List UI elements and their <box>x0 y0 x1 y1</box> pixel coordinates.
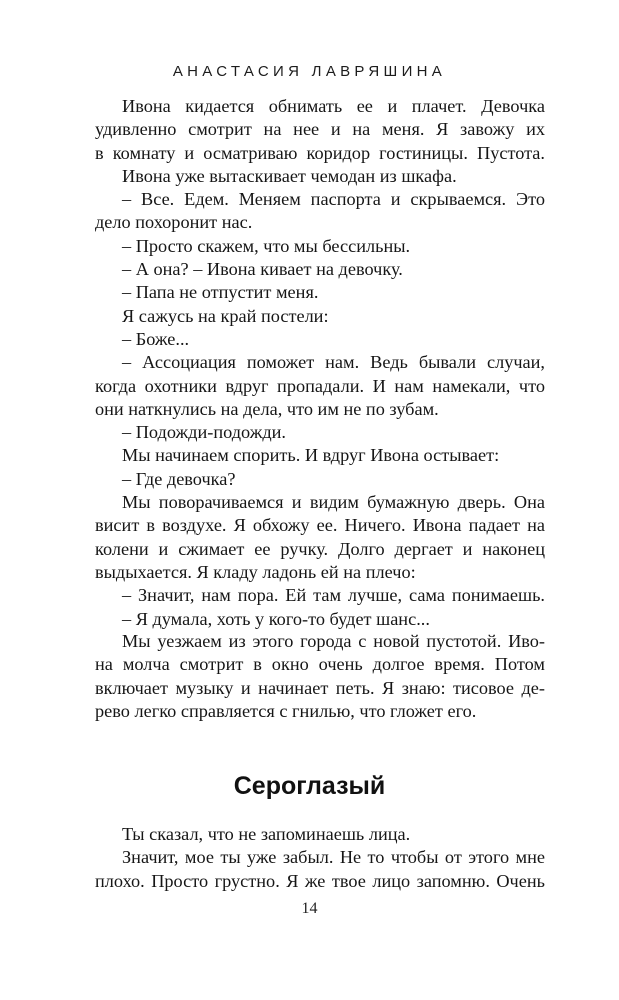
chapter-title: Сероглазый <box>233 772 386 800</box>
dialogue-line: – А она? – Ивона кивает на девочку. <box>122 259 403 280</box>
paragraph-line: Ты сказал, что не запоминаешь лица. <box>122 824 411 844</box>
paragraph-line: Я сажусь на край постели: <box>122 305 329 326</box>
paragraph-line: удивленно смотрит на нее и на меня. Я завожу их <box>95 119 545 140</box>
page-number: 14 <box>301 900 318 917</box>
dialogue-line: – Значит, нам пора. Ей там лучше, сама понимаешь. <box>122 585 545 606</box>
dialogue-line: они наткнулись на дела, что им не по зубам. <box>95 398 439 419</box>
dialogue-line: дело похоронит нас. <box>95 212 253 233</box>
paragraph-line: колени и сжимает ее ручку. Долго дергает и наконец <box>95 538 545 559</box>
body-text-section-2 <box>95 630 545 723</box>
dialogue-line: – Я думала, хоть у кого-то будет шанс... <box>122 608 430 629</box>
dialogue-line: – Боже... <box>122 328 190 349</box>
paragraph-line: Значит, мое ты уже забыл. Не то чтобы от этого мне <box>122 847 545 868</box>
running-head: АНАСТАСИЯ ЛАВРЯШИНА <box>172 63 447 80</box>
paragraph-line: Ивона уже вытаскивает чемодан из шкафа. <box>122 165 457 186</box>
paragraph-line: на молча смотрит в окно очень долгое время. Потом <box>95 654 545 675</box>
dialogue-line: – Все. Едем. Меняем паспорта и скрываемся. Это <box>122 189 545 210</box>
paragraph-line: висит в воздухе. Я обхожу ее. Ничего. Ивона падает на <box>95 515 545 536</box>
paragraph-line: Мы начинаем спорить. И вдруг Ивона остывает: <box>122 445 500 466</box>
chapter-body-text <box>95 823 545 893</box>
paragraph-line: Ивона кидается обнимать ее и плачет. Девочка <box>122 96 545 116</box>
dialogue-line: – Подожди-подожди. <box>122 422 286 443</box>
dialogue-line: когда охотники вдруг пропадали. И нам намекали, что <box>95 375 545 396</box>
paragraph-line: включает музыку и начинает петь. Я знаю: тисовое де- <box>95 677 545 698</box>
paragraph-line: в комнату и осматриваю коридор гостиницы. Пустота. <box>95 142 545 163</box>
dialogue-line: – Папа не отпустит меня. <box>122 282 319 303</box>
dialogue-line: – Где девочка? <box>122 468 236 489</box>
paragraph-line: выдыхается. Я кладу ладонь ей на плечо: <box>95 561 416 582</box>
dialogue-line: – Просто скажем, что мы бессильны. <box>122 235 411 256</box>
paragraph-line: Мы поворачиваемся и видим бумажную дверь. Она <box>122 492 545 513</box>
paragraph-line: рево легко справляется с гнилью, что гложет его. <box>95 700 477 721</box>
dialogue-line: – Ассоциация поможет нам. Ведь бывали случаи, <box>122 352 545 373</box>
paragraph-line: плохо. Просто грустно. Я же твое лицо запомню. Очень <box>95 870 545 891</box>
paragraph-line: Мы уезжаем из этого города с новой пустотой. Иво- <box>122 631 545 651</box>
body-text-section-1 <box>95 95 545 631</box>
